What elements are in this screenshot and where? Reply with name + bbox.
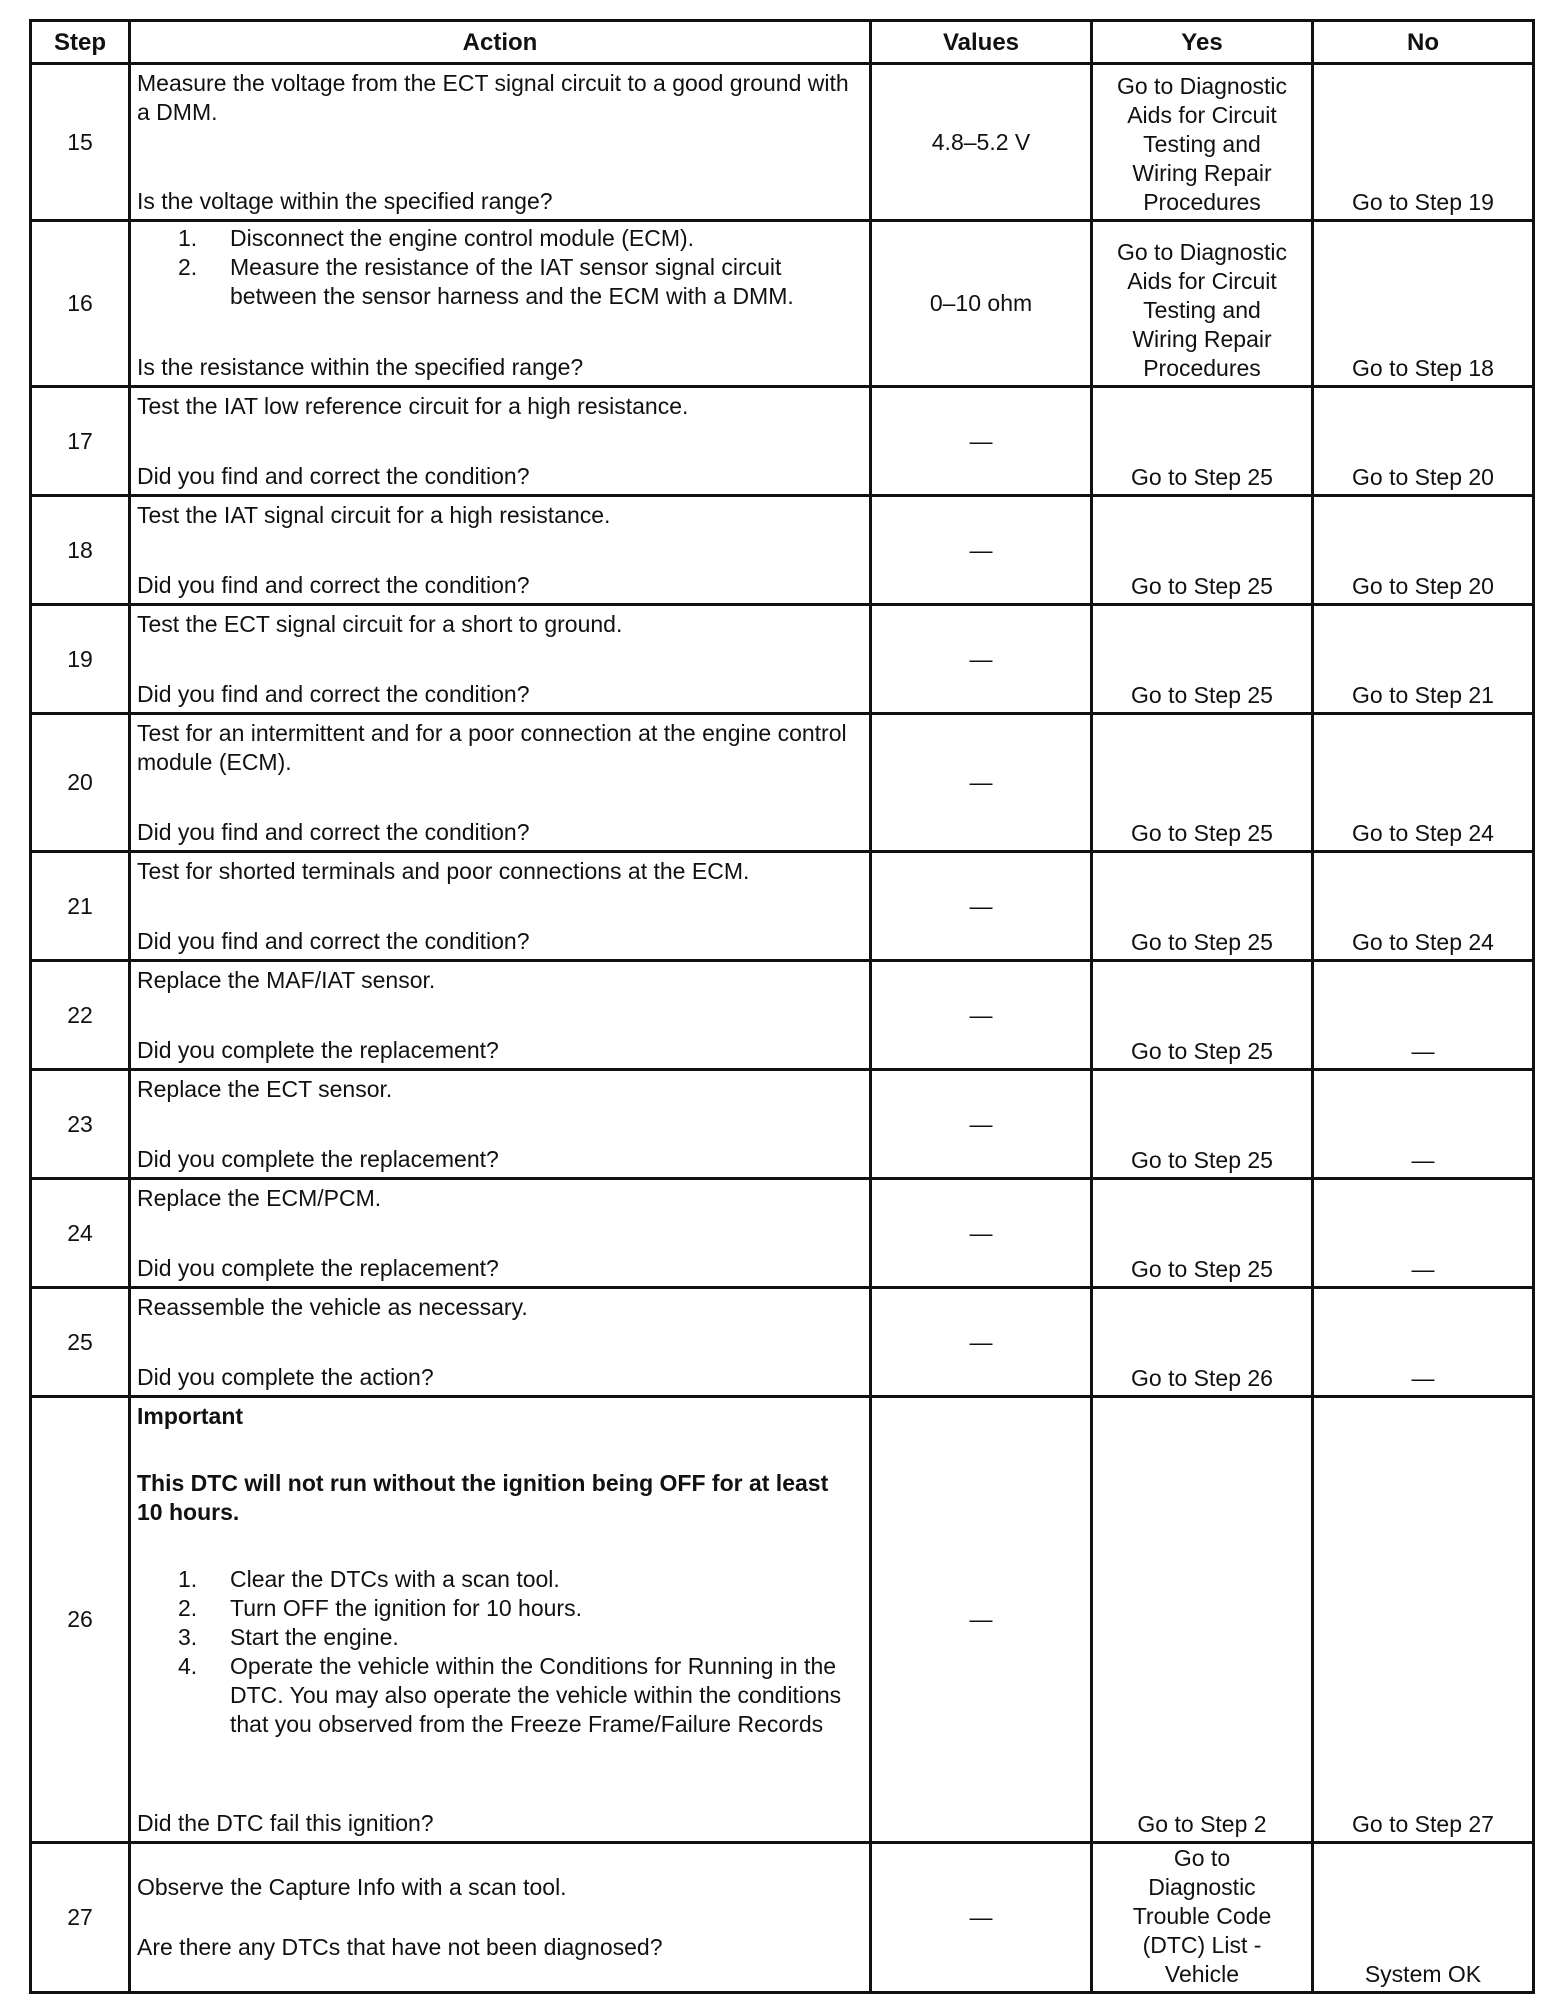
no-link[interactable]: Go to Step 24 <box>1352 820 1494 846</box>
values-cell: — <box>871 961 1092 1070</box>
yes-link[interactable]: Go to Step 25 <box>1131 820 1273 846</box>
action-question: Did you find and correct the condition? <box>137 571 530 598</box>
action-step-list <box>137 224 861 311</box>
step-number: 21 <box>31 852 130 961</box>
no-link[interactable]: Go to Step 18 <box>1352 355 1494 381</box>
step-number: 19 <box>31 605 130 714</box>
action-question: Did the DTC fail this ignition? <box>137 1809 434 1836</box>
no-link[interactable]: Go to Step 19 <box>1352 189 1494 215</box>
action-cell <box>130 1397 871 1843</box>
yes-cell <box>1092 1397 1313 1843</box>
yes-link[interactable]: Go to Step 25 <box>1131 682 1273 708</box>
action-question: Did you find and correct the condition? <box>137 462 530 489</box>
table-row <box>31 387 1534 496</box>
table-row <box>31 1397 1534 1843</box>
no-cell: — <box>1313 1070 1534 1179</box>
yes-link[interactable]: Go to Step 25 <box>1131 1147 1273 1173</box>
action-instruction: Test for shorted terminals and poor connections at the ECM. <box>137 857 750 884</box>
action-instruction: Reassemble the vehicle as necessary. <box>137 1293 528 1320</box>
table-row <box>31 961 1534 1070</box>
table-row <box>31 1179 1534 1288</box>
action-question: Did you complete the replacement? <box>137 1254 499 1281</box>
yes-cell <box>1092 714 1313 852</box>
values-cell: 0–10 ohm <box>871 221 1092 387</box>
yes-cell <box>1092 1288 1313 1397</box>
step-number: 25 <box>31 1288 130 1397</box>
header-row <box>31 21 1534 64</box>
important-heading: Important <box>137 1402 244 1429</box>
yes-cell <box>1092 387 1313 496</box>
action-cell <box>130 961 871 1070</box>
action-question: Did you find and correct the condition? <box>137 927 530 954</box>
yes-link[interactable]: Go to Step 25 <box>1131 573 1273 599</box>
step-number: 24 <box>31 1179 130 1288</box>
values-cell: — <box>871 714 1092 852</box>
yes-link[interactable]: Go to Step 25 <box>1131 1038 1273 1064</box>
action-instruction: Test the IAT signal circuit for a high resistance. <box>137 501 611 528</box>
yes-cell <box>1092 1843 1313 1993</box>
step-number: 26 <box>31 1397 130 1843</box>
yes-link[interactable]: Go to Diagnostic Aids for Circuit Testing and Wiring Repair Procedures <box>1116 239 1288 381</box>
yes-link[interactable]: Go to Step 25 <box>1131 464 1273 490</box>
header-values: Values <box>871 21 1092 64</box>
no-cell: — <box>1313 1179 1534 1288</box>
action-cell <box>130 1288 871 1397</box>
no-link[interactable]: Go to Step 24 <box>1352 929 1494 955</box>
no-cell <box>1313 221 1534 387</box>
action-instruction: Replace the ECT sensor. <box>137 1075 393 1102</box>
no-link[interactable]: Go to Step 20 <box>1352 573 1494 599</box>
diagnostic-table <box>29 19 1535 1994</box>
action-step: Operate the vehicle within the Conditions for Running in the DTC. You may also operate the vehicle within the conditions that you observed from the Freeze Frame/Failure Records <box>230 1652 842 1737</box>
values-cell: — <box>871 1288 1092 1397</box>
no-cell <box>1313 387 1534 496</box>
action-cell <box>130 496 871 605</box>
values-cell: — <box>871 1843 1092 1993</box>
action-cell <box>130 714 871 852</box>
action-instruction: Test for an intermittent and for a poor connection at the engine control module (ECM). <box>137 719 847 775</box>
action-instruction: Replace the ECM/PCM. <box>137 1184 382 1211</box>
action-step: Turn OFF the ignition for 10 hours. <box>230 1594 582 1621</box>
step-number: 17 <box>31 387 130 496</box>
yes-cell <box>1092 1070 1313 1179</box>
yes-cell <box>1092 496 1313 605</box>
step-number: 27 <box>31 1843 130 1993</box>
table-row <box>31 496 1534 605</box>
action-instruction: Observe the Capture Info with a scan tool. <box>137 1873 567 1900</box>
no-link[interactable]: Go to Step 21 <box>1352 682 1494 708</box>
no-cell <box>1313 64 1534 221</box>
action-question: Did you complete the replacement? <box>137 1145 499 1172</box>
action-question: Did you complete the replacement? <box>137 1036 499 1063</box>
action-cell <box>130 64 871 221</box>
no-cell <box>1313 1397 1534 1843</box>
action-cell <box>130 605 871 714</box>
action-question: Did you complete the action? <box>137 1363 434 1390</box>
no-cell: System OK <box>1313 1843 1534 1993</box>
action-step: Measure the resistance of the IAT sensor signal circuit between the sensor harness and the ECM with a DMM. <box>230 253 794 309</box>
yes-link[interactable]: Go to Diagnostic Trouble Code (DTC) List - Vehicle <box>1132 1845 1272 1987</box>
yes-cell <box>1092 605 1313 714</box>
action-instruction: Test the ECT signal circuit for a short to ground. <box>137 610 623 637</box>
no-link[interactable]: Go to Step 20 <box>1352 464 1494 490</box>
action-cell <box>130 852 871 961</box>
yes-cell <box>1092 961 1313 1070</box>
action-instruction: Replace the MAF/IAT sensor. <box>137 966 436 993</box>
yes-link[interactable]: Go to Step 26 <box>1131 1365 1273 1391</box>
action-step: Start the engine. <box>230 1623 399 1650</box>
values-cell: — <box>871 605 1092 714</box>
no-cell: — <box>1313 961 1534 1070</box>
header-no: No <box>1313 21 1534 64</box>
no-link[interactable]: Go to Step 27 <box>1352 1811 1494 1837</box>
values-cell: — <box>871 387 1092 496</box>
yes-cell <box>1092 221 1313 387</box>
action-cell <box>130 221 871 387</box>
action-cell <box>130 387 871 496</box>
action-step: Clear the DTCs with a scan tool. <box>230 1565 560 1592</box>
action-question: Did you find and correct the condition? <box>137 680 530 707</box>
action-instruction: Test the IAT low reference circuit for a high resistance. <box>137 392 689 419</box>
action-question: Is the voltage within the specified range? <box>137 187 553 214</box>
action-cell <box>130 1843 871 1993</box>
action-cell <box>130 1179 871 1288</box>
values-cell: — <box>871 1397 1092 1843</box>
step-number: 22 <box>31 961 130 1070</box>
yes-link[interactable]: Go to Diagnostic Aids for Circuit Testing and Wiring Repair Procedures <box>1116 73 1288 215</box>
yes-link[interactable]: Go to Step 25 <box>1131 1256 1273 1282</box>
yes-link[interactable]: Go to Step 2 <box>1137 1811 1267 1837</box>
no-cell <box>1313 852 1534 961</box>
action-step-list <box>137 1565 861 1739</box>
values-cell: — <box>871 496 1092 605</box>
no-cell: — <box>1313 1288 1534 1397</box>
action-instruction: Measure the voltage from the ECT signal circuit to a good ground with a DMM. <box>137 69 849 125</box>
yes-cell <box>1092 852 1313 961</box>
no-cell <box>1313 496 1534 605</box>
step-number: 16 <box>31 221 130 387</box>
yes-link[interactable]: Go to Step 25 <box>1131 929 1273 955</box>
important-notice: This DTC will not run without the ignition being OFF for at least 10 hours. <box>137 1469 829 1525</box>
action-question: Did you find and correct the condition? <box>137 818 530 845</box>
table-row <box>31 714 1534 852</box>
action-question: Is the resistance within the specified range? <box>137 353 584 380</box>
step-number: 18 <box>31 496 130 605</box>
step-number: 15 <box>31 64 130 221</box>
table-row <box>31 1843 1534 1993</box>
table-row <box>31 852 1534 961</box>
step-number: 23 <box>31 1070 130 1179</box>
header-step: Step <box>31 21 130 64</box>
values-cell: 4.8–5.2 V <box>871 64 1092 221</box>
yes-cell <box>1092 64 1313 221</box>
table-row <box>31 1288 1534 1397</box>
action-step: Disconnect the engine control module (ECM). <box>230 224 695 251</box>
header-yes: Yes <box>1092 21 1313 64</box>
values-cell: — <box>871 1179 1092 1288</box>
action-question: Are there any DTCs that have not been diagnosed? <box>137 1934 663 1961</box>
values-cell: — <box>871 1070 1092 1179</box>
action-cell <box>130 1070 871 1179</box>
values-cell: — <box>871 852 1092 961</box>
table-row <box>31 221 1534 387</box>
yes-cell <box>1092 1179 1313 1288</box>
no-cell <box>1313 605 1534 714</box>
table-row <box>31 605 1534 714</box>
header-action: Action <box>130 21 871 64</box>
table-row <box>31 64 1534 221</box>
no-cell <box>1313 714 1534 852</box>
table-row <box>31 1070 1534 1179</box>
step-number: 20 <box>31 714 130 852</box>
